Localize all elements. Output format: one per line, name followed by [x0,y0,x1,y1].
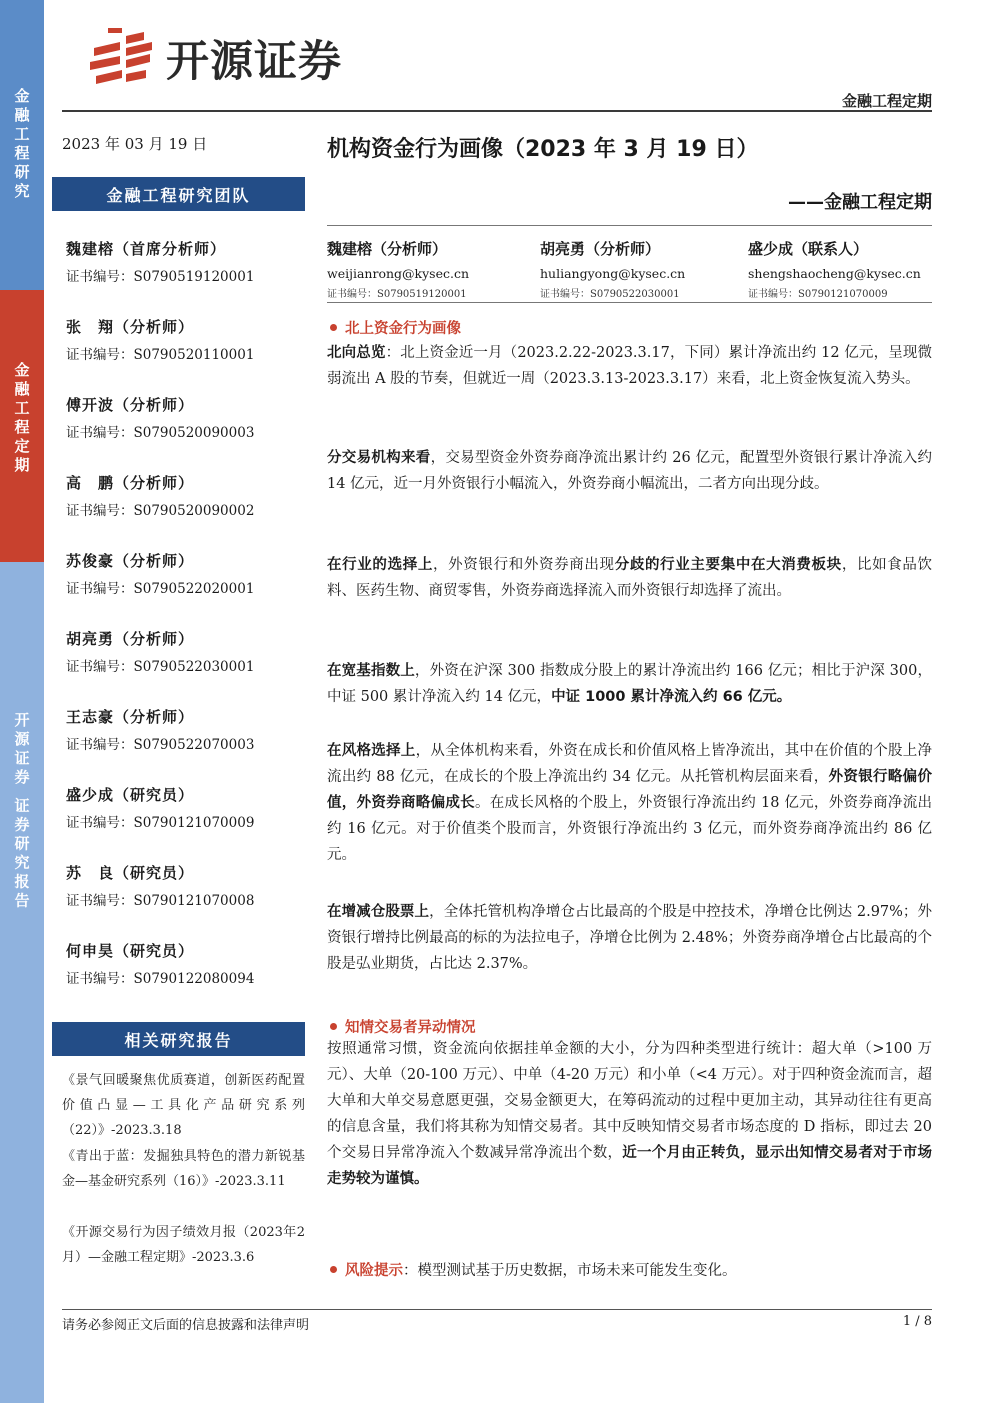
para-text: 按照通常习惯，资金流向依据挂单金额的大小，分为四种类型进行统计：超大单（>100 万元）、大单（20-100 万元）、中单（4-20 万元）和小单（<4 万元）。对于四种资金流而言，超大单和大单交易意愿更强，交易金额更大，在筹码流动的过程中更加主动，其异动往往有更高的信息含量，我们将其称为知情交易者。其中反映知情交易者市场态度的 D 指标，即过去 20 个交易日异常净流入个数减异常净流出个数， [327,1041,932,1161]
report-date: 2023 年 03 月 19 日 [62,135,208,153]
side-band [0,0,44,1403]
band-segment-top [0,0,44,290]
para-lead: 在行业的选择上 [327,557,433,573]
para-text: ，比如食品饮料、医药生物、商贸零售，外资券商选择流入而外资银行却选择了流出。 [327,557,933,599]
para-emphasis: 近一个月由正转负，显示出知情交易者对于市场走势较为谨慎。 [327,1145,932,1187]
paragraph [327,658,932,710]
analyst-cert: 证书编号：S0790522030001 [66,659,255,675]
paragraph [327,340,932,392]
analyst-name: 何申昊（研究员） [66,942,195,960]
para-emphasis: 外资银行略偏价值，外资券商略偏成长 [327,769,933,811]
analyst-cert: 证书编号：S0790520110001 [66,347,255,363]
analyst-entry [66,394,254,441]
footer-divider [62,1309,932,1310]
team-banner: 金融工程研究团队 [52,177,305,211]
paragraph [327,738,932,868]
analyst-name: 王志豪（分析师） [66,708,195,726]
author-block [540,238,685,300]
para-lead: 在宽基指数上 [327,663,415,679]
related-report-link[interactable]: 《景气回暖聚焦优质赛道，创新医药配置价值凸显—工具化产品研究系列（22）》-2023.3.18 [62,1073,305,1138]
analyst-name: 苏 良（研究员） [66,864,195,882]
section-heading-text: 北上资金行为画像 [345,321,461,337]
analyst-cert: 证书编号：S0790522070003 [66,737,255,753]
para-lead: 在风格选择上 [327,743,416,759]
analyst-entry [66,706,254,753]
company-logo [86,26,342,90]
risk-note [330,1259,737,1280]
analyst-cert: 证书编号：S0790121070008 [66,893,255,909]
footer-disclaimer: 请务必参阅正文后面的信息披露和法律声明 [62,1318,310,1333]
risk-label: 风险提示 [345,1263,403,1279]
paragraph [327,552,932,604]
related-reports-banner: 相关研究报告 [52,1022,305,1056]
paragraph [327,445,932,497]
related-report-link[interactable]: 《青出于蓝：发掘独具特色的潜力新锐基金—基金研究系列（16）》-2023.3.11 [62,1149,305,1189]
header-divider [62,110,932,112]
author-cert: 证书编号：S0790519120001 [327,289,467,300]
para-emphasis: 中证 1000 累计净流入约 66 亿元。 [551,689,792,705]
para-lead: 分交易机构来看 [327,450,431,466]
section-heading [330,317,461,338]
analyst-entry [66,862,254,909]
band-segment-middle [0,290,44,562]
bullet-dot-icon [330,324,337,331]
report-title: 机构资金行为画像（2023 年 3 月 19 日） [327,137,759,162]
para-text: ，交易型资金外资券商净流出累计约 26 亿元，配置型外资银行累计净流入约 14 亿元，近一月外资银行小幅流入，外资券商小幅流出，二者方向出现分歧。 [327,450,933,492]
analyst-cert: 证书编号：S0790121070009 [66,815,255,831]
title-divider [327,225,932,226]
author-name: 盛少成（联系人） [748,240,869,258]
logo-text: 开源证券 [166,36,342,87]
risk-text: ：模型测试基于历史数据，市场未来可能发生变化。 [403,1263,737,1279]
analyst-name: 高 鹏（分析师） [66,474,195,492]
para-text: ，全体托管机构净增仓占比最高的个股是中控技术，净增仓比例达 2.97%；外资银行增持比例最高的标的为法拉电子，净增仓比例为 2.48%；外资券商净增仓占比最高的个股是弘业期货，占比达 2.37%。 [327,904,933,972]
para-lead: 北向总览 [327,345,386,361]
analyst-name: 张 翔（分析师） [66,318,195,336]
analyst-cert: 证书编号：S0790522020001 [66,581,255,597]
analyst-entry [66,238,254,285]
header-category: 金融工程定期 [841,92,932,110]
author-email[interactable]: weijianrong@kysec.cn [327,266,469,281]
author-email[interactable]: huliangyong@kysec.cn [540,266,686,281]
para-text: ：北上资金近一月（2023.2.22-2023.3.17，下同）累计净流出约 12 亿元，呈现微弱流出 A 股的节奏，但就近一周（2023.3.13-2023.3.17）来看，北上资金恢复流入势头。 [327,345,932,387]
bullet-dot-icon [330,1266,337,1273]
band-label-bottom: 开源证券 证券研究报告 [12,712,31,912]
band-segment-bottom [0,562,44,1403]
analyst-entry [66,316,254,363]
author-email[interactable]: shengshaocheng@kysec.cn [748,266,921,281]
band-label-top: 金融工程研究 [12,88,31,202]
section-heading-text: 知情交易者异动情况 [345,1020,476,1036]
para-text: 。在成长风格的个股上，外资银行净流出约 18 亿元，外资券商净流出约 16 亿元。对于价值类个股而言，外资银行净流出约 3 亿元，而外资券商净流出约 86 亿元。 [327,795,933,863]
analyst-cert: 证书编号：S0790520090002 [66,503,255,519]
band-label-middle: 金融工程定期 [12,362,31,476]
author-cert: 证书编号：S0790121070009 [748,289,888,300]
report-subtitle: ——金融工程定期 [788,192,932,213]
analyst-name: 魏建榕（首席分析师） [66,240,227,258]
analyst-cert: 证书编号：S0790520090003 [66,425,255,441]
para-emphasis: 分歧的行业主要集中在大消费板块 [614,557,842,573]
analyst-cert: 证书编号：S0790519120001 [66,269,255,285]
author-cert: 证书编号：S0790522030001 [540,289,680,300]
author-block [327,238,469,300]
analyst-entry [66,784,254,831]
author-divider [327,302,932,303]
para-text: ，外资在沪深 300 指数成分股上的累计净流出约 166 亿元；相比于沪深 300，中证 500 累计净流入约 14 亿元， [327,663,933,705]
page-number: 1 / 8 [902,1314,932,1329]
para-text: ，从全体机构来看，外资在成长和价值风格上皆净流出，其中在价值的个股上净流出约 88 亿元，在成长的个股上净流出约 34 亿元。从托管机构层面来看， [327,743,932,785]
analyst-name: 盛少成（研究员） [66,786,195,804]
author-name: 魏建榕（分析师） [327,240,448,258]
analyst-name: 傅开波（分析师） [66,396,195,414]
logo-mark-icon [86,26,158,90]
paragraph [327,899,932,977]
author-name: 胡亮勇（分析师） [540,240,661,258]
analyst-entry [66,472,254,519]
analyst-name: 苏俊豪（分析师） [66,552,195,570]
related-report-link[interactable]: 《开源交易行为因子绩效月报（2023年2月）—金融工程定期》-2023.3.6 [62,1225,305,1265]
para-lead: 在增减仓股票上 [327,904,430,920]
analyst-entry [66,628,254,675]
bullet-dot-icon [330,1023,337,1030]
section-heading [330,1016,476,1037]
para-text: ，外资银行和外资券商出现 [433,557,615,573]
paragraph [327,1036,932,1192]
analyst-name: 胡亮勇（分析师） [66,630,195,648]
analyst-cert: 证书编号：S0790122080094 [66,971,255,987]
author-block [748,238,921,300]
analyst-entry [66,550,254,597]
analyst-entry [66,940,254,987]
